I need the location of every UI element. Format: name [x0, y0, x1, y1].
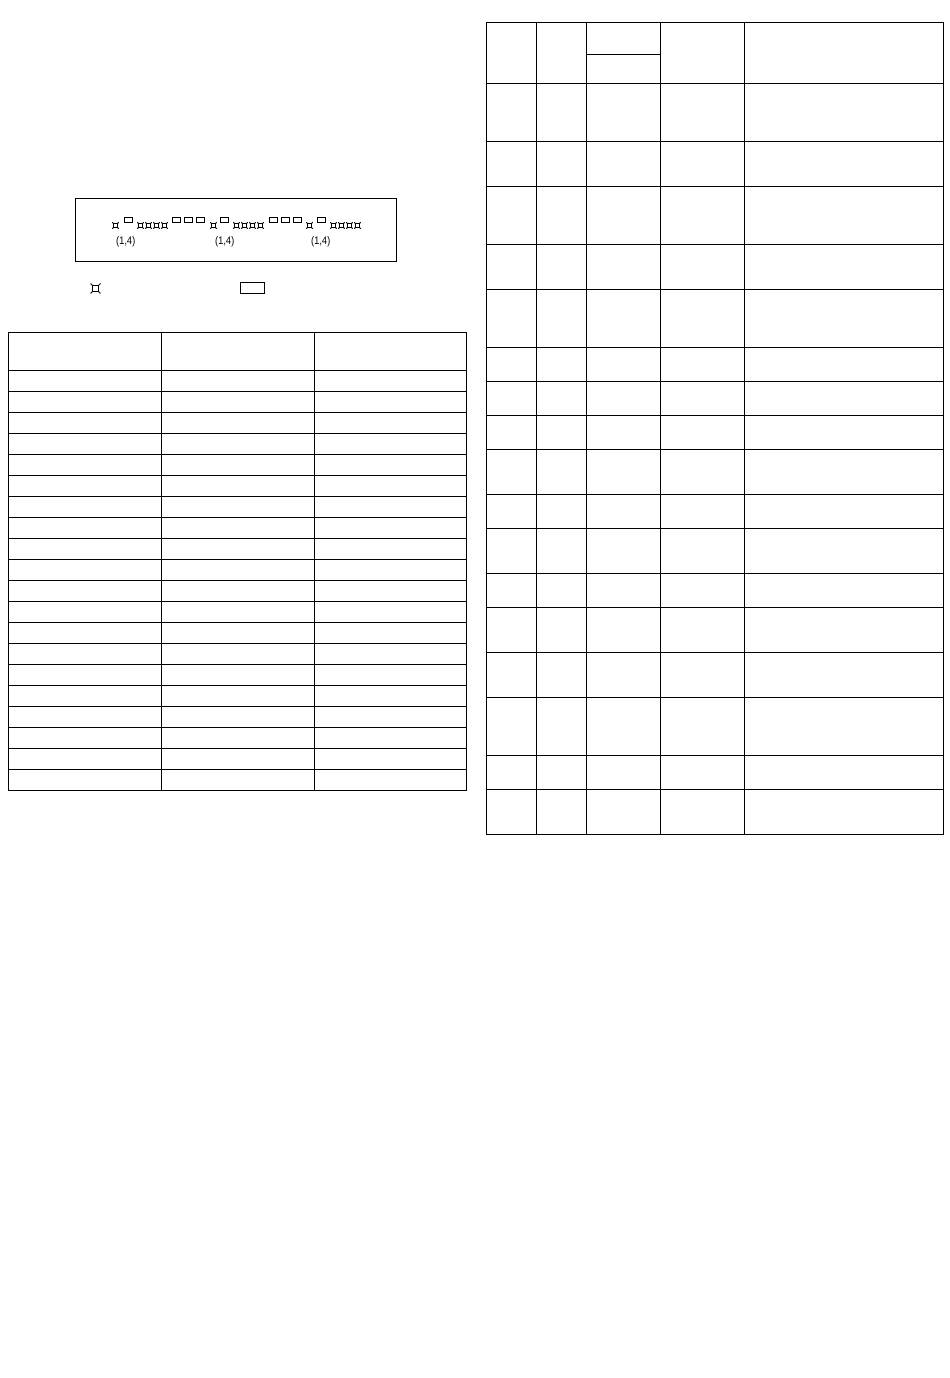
table-row: [9, 413, 467, 434]
cross-square-icon: [90, 283, 101, 294]
table-cell: [587, 790, 661, 835]
table-cell: [315, 728, 467, 749]
table-cell: [487, 187, 537, 245]
table-cell: [661, 142, 745, 187]
table-cell: [315, 623, 467, 644]
table-cell: [587, 574, 661, 608]
table-cell: [487, 653, 537, 698]
table-cell: [9, 392, 162, 413]
rectangle-icon: [172, 217, 181, 223]
table-cell: [315, 455, 467, 476]
table-cell: [745, 142, 944, 187]
table-row: [487, 84, 944, 142]
rectangle-icon: [220, 217, 229, 223]
table-row: [9, 476, 467, 497]
table-cell: [487, 756, 537, 790]
table-cell: [162, 644, 315, 665]
table-cell: [587, 245, 661, 290]
table-cell: [661, 450, 745, 495]
table-cell: [661, 187, 745, 245]
cross-square-icon: [137, 216, 144, 234]
table-row: [487, 290, 944, 348]
table-cell: [9, 728, 162, 749]
table-cell: [745, 348, 944, 382]
table-cell: [162, 623, 315, 644]
table-cell: [9, 707, 162, 728]
table-cell: [487, 790, 537, 835]
table-cell: [315, 644, 467, 665]
table-cell: [661, 756, 745, 790]
table-cell: [537, 348, 587, 382]
left-table: [8, 332, 467, 791]
rectangle-icon: [269, 217, 278, 223]
table-cell: [487, 416, 537, 450]
table-cell: [315, 392, 467, 413]
table-cell: [9, 665, 162, 686]
table-cell: [661, 529, 745, 574]
table-cell: [162, 728, 315, 749]
table-cell: [537, 84, 587, 142]
table-cell: [587, 653, 661, 698]
table-cell: [537, 245, 587, 290]
header-sub-cell: [587, 55, 661, 84]
table-cell: [162, 539, 315, 560]
table-cell: [745, 529, 944, 574]
table-row: [487, 416, 944, 450]
table-cell: [315, 434, 467, 455]
table-cell: [315, 560, 467, 581]
table-cell: [162, 686, 315, 707]
pattern-annotation-1: (1,4): [116, 235, 136, 247]
cross-square-icon: [330, 216, 337, 234]
table-cell: [315, 707, 467, 728]
table-cell: [9, 476, 162, 497]
table-row: [487, 495, 944, 529]
table-cell: [587, 290, 661, 348]
table-cell: [587, 450, 661, 495]
table-cell: [9, 749, 162, 770]
table-cell: [537, 416, 587, 450]
table-cell: [9, 623, 162, 644]
cross-square-icon: [249, 216, 256, 234]
table-cell: [487, 142, 537, 187]
table-row: [487, 142, 944, 187]
table-row: [9, 770, 467, 791]
table-cell: [487, 529, 537, 574]
cross-square-icon: [346, 216, 353, 234]
table-row: [487, 653, 944, 698]
table-cell: [9, 686, 162, 707]
table-cell: [9, 518, 162, 539]
table-cell: [661, 574, 745, 608]
table-cell: [537, 290, 587, 348]
table-row: [9, 602, 467, 623]
table-cell: [9, 581, 162, 602]
table-cell: [162, 665, 315, 686]
rectangle-icon: [184, 217, 193, 223]
table-cell: [587, 698, 661, 756]
table-cell: [745, 416, 944, 450]
cross-square-icon: [241, 216, 248, 234]
table-cell: [487, 608, 537, 653]
table-cell: [537, 653, 587, 698]
table-cell: [587, 608, 661, 653]
table-cell: [745, 790, 944, 835]
table-row: [487, 608, 944, 653]
cross-square-icon: [210, 216, 217, 234]
table-cell: [162, 602, 315, 623]
table-cell: [537, 187, 587, 245]
table-row: [9, 434, 467, 455]
table-cell: [487, 698, 537, 756]
table-cell: [162, 770, 315, 791]
table-cell: [487, 450, 537, 495]
header-cell: [745, 23, 944, 84]
table-cell: [162, 333, 315, 371]
table-row: [9, 686, 467, 707]
table-cell: [162, 518, 315, 539]
table-cell: [9, 333, 162, 371]
table-row: [9, 749, 467, 770]
table-cell: [661, 290, 745, 348]
table-cell: [661, 495, 745, 529]
cross-square-icon: [354, 216, 361, 234]
table-cell: [661, 653, 745, 698]
table-cell: [661, 382, 745, 416]
table-cell: [487, 290, 537, 348]
table-cell: [9, 413, 162, 434]
table-cell: [315, 476, 467, 497]
header-cell: [537, 23, 587, 84]
table-cell: [315, 413, 467, 434]
table-row: [487, 382, 944, 416]
rectangle-icon: [240, 282, 265, 294]
rectangle-icon: [293, 217, 302, 223]
table-row: [9, 728, 467, 749]
table-row: [487, 245, 944, 290]
table-cell: [162, 707, 315, 728]
table-header-row: [487, 23, 944, 55]
table-cell: [537, 529, 587, 574]
table-row: [9, 644, 467, 665]
table-cell: [537, 450, 587, 495]
cross-square-icon: [153, 216, 160, 234]
table-cell: [537, 574, 587, 608]
table-cell: [315, 581, 467, 602]
table-cell: [661, 84, 745, 142]
table-row: [487, 187, 944, 245]
table-header-row: [9, 333, 467, 371]
table-cell: [315, 665, 467, 686]
table-cell: [162, 560, 315, 581]
table-row: [487, 348, 944, 382]
table-cell: [9, 560, 162, 581]
pattern-annotation-2: (1,4): [215, 235, 235, 247]
table-row: [9, 371, 467, 392]
table-cell: [537, 382, 587, 416]
header-cell: [661, 23, 745, 84]
table-cell: [315, 333, 467, 371]
table-row: [9, 518, 467, 539]
table-cell: [9, 455, 162, 476]
table-cell: [315, 371, 467, 392]
table-row: [487, 756, 944, 790]
table-cell: [162, 476, 315, 497]
table-cell: [537, 495, 587, 529]
table-cell: [661, 348, 745, 382]
table-row: [487, 450, 944, 495]
table-cell: [661, 608, 745, 653]
table-row: [487, 698, 944, 756]
table-cell: [661, 245, 745, 290]
table-cell: [487, 574, 537, 608]
table-cell: [745, 382, 944, 416]
table-cell: [162, 497, 315, 518]
table-cell: [587, 142, 661, 187]
table-cell: [315, 518, 467, 539]
table-cell: [487, 348, 537, 382]
table-cell: [487, 245, 537, 290]
table-row: [9, 392, 467, 413]
table-cell: [315, 497, 467, 518]
table-cell: [315, 686, 467, 707]
table-cell: [587, 756, 661, 790]
table-cell: [162, 413, 315, 434]
cross-square-icon: [161, 216, 168, 234]
table-cell: [587, 348, 661, 382]
cross-square-icon: [145, 216, 152, 234]
table-cell: [661, 790, 745, 835]
table-cell: [587, 529, 661, 574]
pattern-annotation-3: (1,4): [311, 235, 331, 247]
table-cell: [315, 602, 467, 623]
table-cell: [9, 770, 162, 791]
cross-square-icon: [338, 216, 345, 234]
table-cell: [315, 749, 467, 770]
table-cell: [745, 698, 944, 756]
table-row: [9, 455, 467, 476]
cross-square-icon: [257, 216, 264, 234]
table-row: [487, 574, 944, 608]
table-cell: [315, 770, 467, 791]
table-cell: [487, 84, 537, 142]
table-cell: [162, 455, 315, 476]
table-row: [9, 497, 467, 518]
rectangle-icon: [124, 217, 133, 223]
table-cell: [162, 749, 315, 770]
table-row: [9, 623, 467, 644]
table-row: [487, 790, 944, 835]
table-cell: [745, 574, 944, 608]
table-cell: [587, 382, 661, 416]
bit-pattern-box: [75, 198, 397, 262]
table-cell: [487, 495, 537, 529]
table-cell: [661, 698, 745, 756]
table-cell: [745, 245, 944, 290]
table-cell: [587, 416, 661, 450]
table-cell: [162, 434, 315, 455]
table-cell: [745, 653, 944, 698]
rectangle-icon: [196, 217, 205, 223]
table-cell: [745, 290, 944, 348]
table-cell: [9, 644, 162, 665]
table-row: [9, 581, 467, 602]
table-cell: [537, 790, 587, 835]
cross-square-icon: [306, 216, 313, 234]
table-cell: [487, 382, 537, 416]
header-cell: [587, 23, 661, 55]
table-cell: [537, 698, 587, 756]
cross-square-icon: [233, 216, 240, 234]
table-cell: [537, 608, 587, 653]
table-cell: [661, 416, 745, 450]
table-cell: [537, 142, 587, 187]
table-cell: [745, 84, 944, 142]
table-cell: [745, 187, 944, 245]
header-cell: [487, 23, 537, 84]
table-cell: [587, 187, 661, 245]
table-cell: [9, 539, 162, 560]
table-cell: [537, 756, 587, 790]
rectangle-icon: [281, 217, 290, 223]
table-cell: [9, 434, 162, 455]
right-table: [486, 22, 944, 835]
table-cell: [9, 497, 162, 518]
table-cell: [745, 756, 944, 790]
table-cell: [587, 84, 661, 142]
table-row: [9, 707, 467, 728]
rectangle-icon: [317, 217, 326, 223]
table-cell: [745, 450, 944, 495]
table-cell: [745, 495, 944, 529]
table-cell: [587, 495, 661, 529]
table-cell: [162, 371, 315, 392]
cross-square-icon: [112, 216, 119, 234]
table-row: [9, 539, 467, 560]
table-cell: [9, 371, 162, 392]
table-cell: [315, 539, 467, 560]
table-cell: [9, 602, 162, 623]
table-row: [9, 665, 467, 686]
table-cell: [745, 608, 944, 653]
table-cell: [162, 392, 315, 413]
table-row: [487, 529, 944, 574]
table-row: [9, 560, 467, 581]
table-cell: [162, 581, 315, 602]
